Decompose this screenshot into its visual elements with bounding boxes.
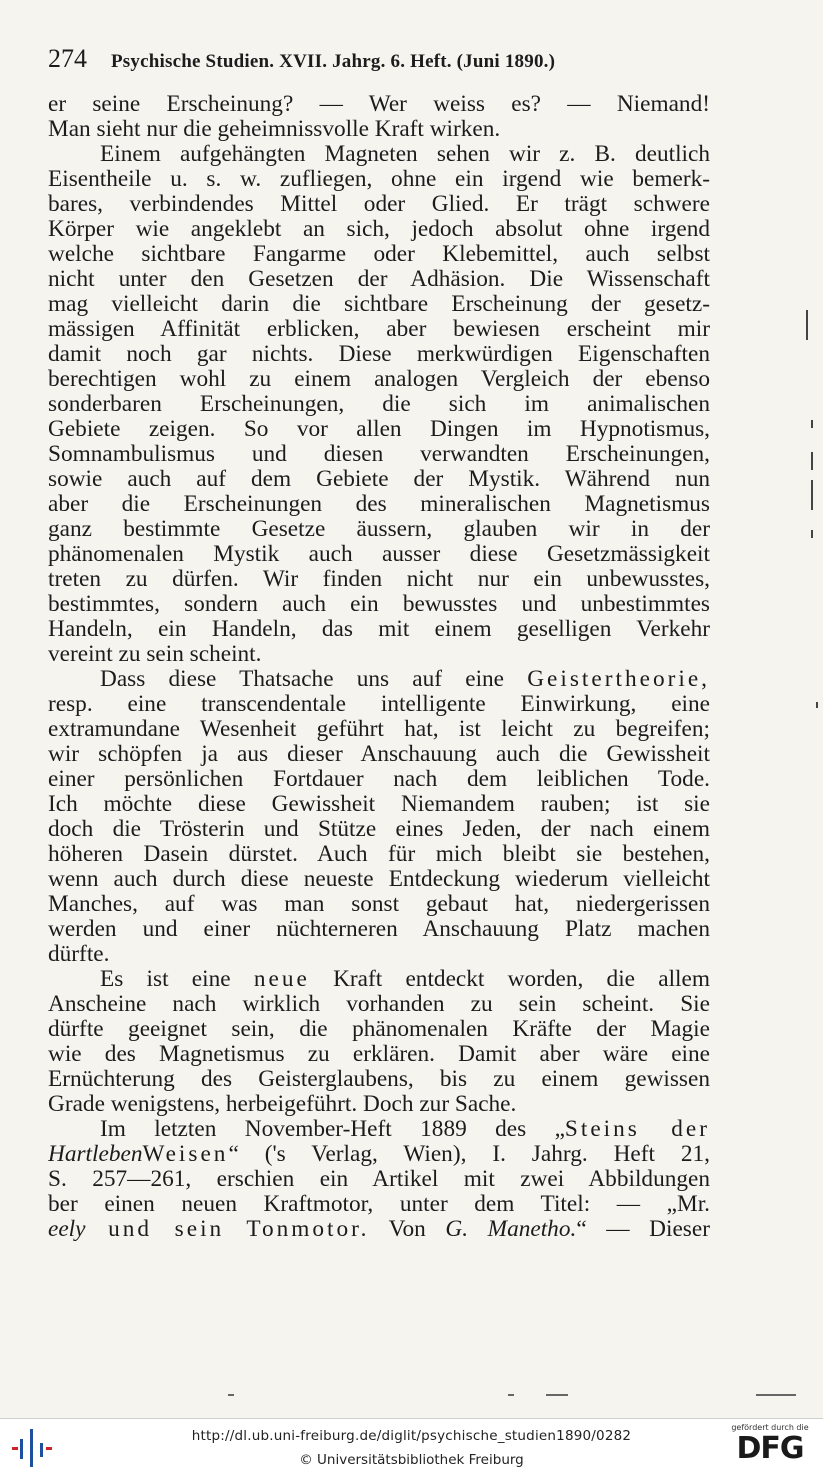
text-line [48, 667, 710, 692]
text-run: phänomenalen Mystik auch ausser diese Gesetzmässigkeit [48, 542, 710, 567]
text-run: Anscheine nach wirklich vorhanden zu sein scheint. Sie [48, 992, 710, 1017]
text-run: damit noch gar nichts. Diese merkwürdigen Eigenschaften [48, 342, 710, 367]
text-line [48, 492, 710, 517]
text-run: werden und einer nüchterneren Anschauung Platz machen [48, 917, 710, 942]
text-line [48, 342, 710, 367]
text-run: resp. eine transcendentale intelligente Einwirkung, eine [48, 692, 710, 717]
text-run: ber einen neuen Kraftmotor, unter dem Titel: — „Mr. [48, 1192, 710, 1217]
text-line [48, 517, 710, 542]
margin-mark [811, 420, 813, 428]
text-run: wir schöpfen ja aus dieser Anschauung auch die Gewissheit [48, 742, 710, 767]
text-run: Ich möchte diese Gewissheit Niemandem rauben; ist sie [48, 792, 710, 817]
text-run: wie des Magnetismus zu erklären. Damit aber wäre eine [48, 1042, 710, 1067]
text-run: Ernüchterung des Geisterglaubens, bis zu einem gewissen [48, 1067, 710, 1092]
text-line [48, 392, 710, 417]
text-line [48, 242, 710, 267]
text-run: vereint zu sein scheint. [48, 642, 262, 667]
text-run: “ ( [228, 1142, 273, 1167]
running-title: Psychische Studien. XVII. Jahrg. 6. Heft. (Juni 1890.) [111, 51, 556, 72]
text-line [48, 292, 710, 317]
text-run: welche sichtbare Fangarme oder Klebemittel, auch selbst [48, 242, 710, 267]
text-run: Man sieht nur die geheimnissvolle Kraft wirken. [48, 117, 501, 142]
text-line [48, 117, 710, 142]
text-line [48, 1042, 710, 1067]
spaced-emphasis: neue [253, 967, 310, 992]
text-run: bares, verbindendes Mittel oder Glied. Er trägt schwere [48, 192, 710, 217]
text-line [48, 717, 710, 742]
spaced-emphasis: Weisen [142, 1142, 229, 1167]
text-run: Grade wenigstens, herbeigeführt. Doch zur Sache. [48, 1092, 517, 1117]
text-run: sonderbaren Erscheinungen, die sich im animalischen [48, 392, 710, 417]
text-run: wenn auch durch diese neueste Entdeckung wiederum vielleicht [48, 867, 710, 892]
text-run: dürfte. [48, 942, 110, 967]
margin-mark [811, 452, 813, 470]
text-line [48, 567, 710, 592]
text-line [48, 317, 710, 342]
text-run: extramundane Wesenheit geführt hat, ist leicht zu begreifen; [48, 717, 710, 742]
text-line [48, 1067, 710, 1092]
text-run: “ — Dieser [576, 1217, 710, 1242]
spaced-emphasis: Steins der [564, 1117, 710, 1142]
text-run: Dass diese Thatsache uns auf eine [100, 667, 528, 692]
text-line [48, 217, 710, 242]
text-line [48, 1142, 710, 1167]
footer-bar [0, 1418, 823, 1475]
text-run: S. 257—261, erschien ein Artikel mit zwei Abbildungen [48, 1167, 710, 1192]
text-line [48, 467, 710, 492]
page-number: 274 [48, 44, 87, 73]
text-run: bestimmtes, sondern auch ein bewusstes und unbestimmtes [48, 592, 710, 617]
text-run: Einem aufgehängten Magneten sehen wir z. B. deutlich [100, 142, 710, 167]
text-run: Kraft entdeckt worden, die allem [309, 967, 710, 992]
text-run: ganz bestimmte Gesetze äussern, glauben wir in der [48, 517, 710, 542]
text-run: mag vielleicht darin die sichtbare Erscheinung der gesetz- [48, 292, 710, 317]
text-line [48, 92, 710, 117]
text-line [48, 417, 710, 442]
text-line [48, 1117, 710, 1142]
text-line [48, 592, 710, 617]
text-run: 's Verlag, Wien), I. Jahrg. Heft 21, [272, 1142, 710, 1167]
text-run: höheren Dasein dürstet. Auch für mich bleibt sie bestehen, [48, 842, 710, 867]
text-line [48, 1167, 710, 1192]
text-run: dürfte geeignet sein, die phänomenalen Kräfte der Magie [48, 1017, 710, 1042]
text-line [48, 1017, 710, 1042]
text-line [48, 867, 710, 892]
text-line [48, 142, 710, 167]
text-line [48, 992, 710, 1017]
text-run: Von [369, 1217, 446, 1242]
text-run: berechtigen wohl zu einem analogen Vergleich der ebenso [48, 367, 710, 392]
italic-name: eely [48, 1217, 86, 1242]
text-line [48, 1217, 710, 1242]
margin-mark [806, 310, 808, 340]
text-run: Körper wie angeklebt an sich, jedoch absolut ohne irgend [48, 217, 710, 242]
dfg-logo [725, 1423, 815, 1471]
text-run: Gebiete zeigen. So vor allen Dingen im Hypnotismus, [48, 417, 710, 442]
text-line [48, 892, 710, 917]
text-line [48, 1192, 710, 1217]
italic-name: Hartleben [48, 1142, 143, 1167]
text-run: er seine Erscheinung? — Wer weiss es? — Niemand! [48, 92, 710, 117]
margin-mark [816, 702, 818, 708]
spaced-emphasis: Geistertheorie, [527, 667, 710, 692]
text-line [48, 767, 710, 792]
text-run: Im letzten November-Heft 1889 des „ [100, 1117, 565, 1142]
text-line [48, 842, 710, 867]
text-line [48, 692, 710, 717]
text-run: Eisentheile u. s. w. zufliegen, ohne ein irgend wie bemerk- [48, 167, 710, 192]
text-run: nicht unter den Gesetzen der Adhäsion. Die Wissenschaft [48, 267, 710, 292]
text-run: doch die Trösterin und Stütze eines Jeden, der nach einem [48, 817, 710, 842]
margin-mark [811, 530, 813, 538]
text-run: sowie auch auf dem Gebiete der Mystik. Während nun [48, 467, 710, 492]
text-run: Handeln, ein Handeln, das mit einem geselligen Verkehr [48, 617, 710, 642]
text-line [48, 792, 710, 817]
text-line [48, 167, 710, 192]
text-run: Es ist eine [100, 967, 254, 992]
text-line [48, 967, 710, 992]
text-line [48, 1092, 710, 1117]
italic-name: G. Manetho. [445, 1217, 577, 1242]
margin-mark [811, 480, 813, 510]
source-url-link[interactable]: http://dl.ub.uni-freiburg.de/diglit/psychische_studien1890/0282 [191, 1428, 632, 1444]
body-text [48, 92, 710, 1242]
text-line [48, 742, 710, 767]
text-run: Manches, auf was man sonst gebaut hat, niedergerissen [48, 892, 710, 917]
text-line [48, 542, 710, 567]
running-header [48, 44, 708, 74]
text-run: aber die Erscheinungen des mineralischen Magnetismus [48, 492, 710, 517]
text-run: einer persönlichen Fortdauer nach dem leiblichen Tode. [48, 767, 710, 792]
text-line [48, 617, 710, 642]
text-line [48, 442, 710, 467]
text-run: treten zu dürfen. Wir finden nicht nur ein unbewusstes, [48, 567, 710, 592]
text-run: Somnambulismus und diesen verwandten Erscheinungen, [48, 442, 710, 467]
copyright-notice: © Universitätsbibliothek Freiburg [299, 1452, 524, 1468]
page-edge-marks [0, 1392, 823, 1398]
text-line [48, 942, 710, 967]
text-run: mässigen Affinität erblicken, aber bewiesen erscheint mir [48, 317, 710, 342]
dfg-logo-icon: DFG [736, 1431, 804, 1466]
text-line [48, 367, 710, 392]
spaced-emphasis: und sein Tonmotor. [85, 1217, 370, 1242]
funding-caption: gefördert durch die [731, 1423, 809, 1432]
text-line [48, 817, 710, 842]
text-line [48, 642, 710, 667]
text-line [48, 267, 710, 292]
text-line [48, 192, 710, 217]
text-line [48, 917, 710, 942]
